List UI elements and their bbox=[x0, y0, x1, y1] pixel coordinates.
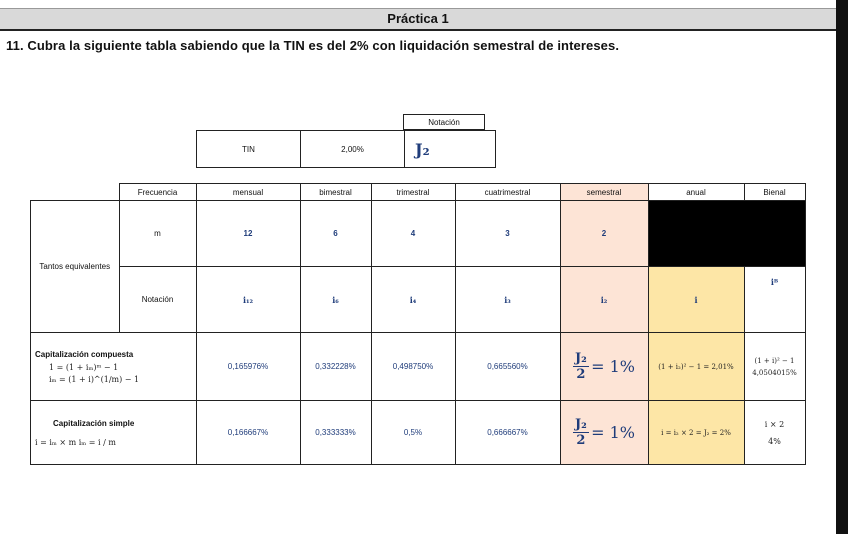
compound-anual-formula: (1 + i₂)² − 1 = 2,01% bbox=[648, 333, 744, 401]
simple-semestral-num: J₂ bbox=[575, 417, 587, 432]
simple-bienal-formula: i × 2 bbox=[764, 419, 785, 429]
compound-value-cuatrimestral: 0,665560% bbox=[455, 333, 560, 401]
simple-bienal-cell bbox=[744, 401, 805, 465]
tin-notation-cell: J₂ bbox=[405, 131, 496, 168]
right-edge-bar bbox=[836, 0, 848, 534]
col-header-cuatrimestral: cuatrimestral bbox=[455, 184, 560, 201]
notation-bienal: iᴮ bbox=[744, 267, 805, 333]
simple-bienal-value: 4% bbox=[768, 436, 781, 446]
notation-header-cell: Notación bbox=[404, 115, 485, 130]
compound-semestral-den: 2 bbox=[576, 367, 586, 382]
equivalent-rates-table bbox=[30, 183, 806, 465]
simple-title: Capitalización simple bbox=[53, 418, 135, 428]
col-header-trimestral: trimestral bbox=[371, 184, 455, 201]
title-bar bbox=[0, 8, 836, 31]
m-value-cuatrimestral: 3 bbox=[455, 201, 560, 267]
simple-value-mensual: 0,166667% bbox=[196, 401, 300, 465]
tin-value-cell: 2,00% bbox=[301, 131, 405, 168]
col-header-mensual: mensual bbox=[196, 184, 300, 201]
compound-semestral-num: J₂ bbox=[575, 351, 587, 366]
notation-mensual: i₁₂ bbox=[196, 267, 300, 333]
compound-label-cell bbox=[31, 333, 197, 401]
m-value-trimestral: 4 bbox=[371, 201, 455, 267]
compound-value-bimestral: 0,332228% bbox=[300, 333, 371, 401]
col-header-semestral: semestral bbox=[560, 184, 648, 201]
compound-title: Capitalización compuesta bbox=[35, 349, 134, 359]
frequency-header: Frecuencia bbox=[119, 184, 196, 201]
col-header-anual: anual bbox=[648, 184, 744, 201]
compound-value-trimestral: 0,498750% bbox=[371, 333, 455, 401]
compound-semestral-eq: = 1% bbox=[591, 357, 635, 376]
compound-value-semestral bbox=[560, 333, 648, 401]
notation-label: Notación bbox=[119, 267, 196, 333]
compound-formula-2: iₘ = (1 + i)^(1/m) − 1 bbox=[49, 374, 140, 384]
m-value-blacked-out bbox=[648, 201, 805, 267]
simple-formula: i = iₘ × m iₘ = i / m bbox=[35, 437, 116, 447]
col-header-bienal: Bienal bbox=[744, 184, 805, 201]
notation-trimestral: i₄ bbox=[371, 267, 455, 333]
notation-cuatrimestral: i₃ bbox=[455, 267, 560, 333]
compound-value-mensual: 0,165976% bbox=[196, 333, 300, 401]
compound-formula-1: 1 = (1 + iₘ)ᵐ − 1 bbox=[49, 362, 119, 372]
compound-bienal-value: 4,0504015% bbox=[752, 368, 797, 377]
compound-bienal-cell bbox=[744, 333, 805, 401]
m-value-mensual: 12 bbox=[196, 201, 300, 267]
tantos-equivalentes-label: Tantos equivalentes bbox=[31, 201, 120, 333]
notation-anual: i bbox=[648, 267, 744, 333]
simple-semestral-den: 2 bbox=[576, 433, 586, 448]
simple-value-trimestral: 0,5% bbox=[371, 401, 455, 465]
corner-cell bbox=[31, 184, 120, 201]
simple-semestral-eq: = 1% bbox=[591, 423, 635, 442]
simple-anual-formula: i = i₂ × 2 = J₂ = 2% bbox=[648, 401, 744, 465]
m-value-semestral: 2 bbox=[560, 201, 648, 267]
simple-value-semestral bbox=[560, 401, 648, 465]
m-value-bimestral: 6 bbox=[300, 201, 371, 267]
compound-bienal-formula: (1 + i)² − 1 bbox=[754, 356, 795, 365]
col-header-bimestral: bimestral bbox=[300, 184, 371, 201]
notation-header-table bbox=[403, 114, 485, 130]
notation-bimestral: i₆ bbox=[300, 267, 371, 333]
question-text: 11. Cubra la siguiente tabla sabiendo que la TIN es del 2% con liquidación semestral de intereses. bbox=[6, 38, 620, 53]
notation-semestral: i₂ bbox=[560, 267, 648, 333]
tin-table bbox=[196, 130, 496, 168]
simple-value-bimestral: 0,333333% bbox=[300, 401, 371, 465]
tin-label-cell: TIN bbox=[197, 131, 301, 168]
m-label: m bbox=[119, 201, 196, 267]
page-title: Práctica 1 bbox=[387, 11, 449, 26]
simple-label-cell bbox=[31, 401, 197, 465]
simple-value-cuatrimestral: 0,666667% bbox=[455, 401, 560, 465]
